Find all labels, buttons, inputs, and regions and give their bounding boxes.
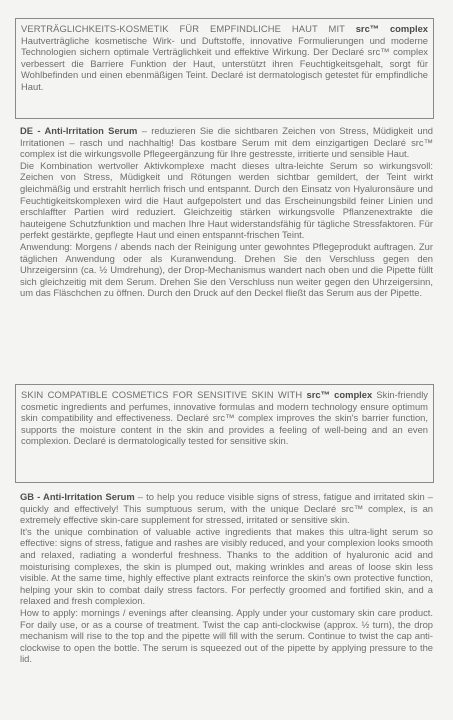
english-benefits-paragraph: It's the unique combination of valuable active ingredients that makes this ultra-light serum so effective: signs of stress, fatigue and rashes are visibly reduced, and your complexion looks smooth and relaxed, radiating a wonderful freshness. Thanks to the addition of hyaluronic acid and moisturising complexes, the skin is plumped out, making wrinkles and areas of loose skin less visible. At the same time, highly effective plant extracts reinforce the skin's own protective function, helping your skin to combat daily stress factors. For perfectly groomed and fortified skin, and a relaxed and fresh complexion. — [20, 525, 433, 607]
german-intro-paragraph — [20, 125, 433, 160]
german-compatibility-box — [15, 18, 434, 119]
english-box-heading: SKIN COMPATIBLE COSMETICS FOR SENSITIVE SKIN WITH — [21, 389, 307, 400]
german-intro-text: – reduzieren Sie die sichtbaren Zeichen von Stress, Müdigkeit und Irritationen – rasch und nachhaltig! Das kostbare Serum mit dem einzigartigen Declaré src™ complex ist die wirkungsvolle Pflegeergänzung für Ihre gestresste, irritierte und sensible Haut. — [20, 125, 434, 160]
german-box-text: Hautverträgliche kosmetische Wirk- und Duftstoffe, innovative Formulierungen und moderne Technologien sichern optimale Verträglichkeit und effektive Wirkung. Der Declaré src™ complex verbessert die Barriere Funktion der Haut, unterstützt ihren Feuchtigkeitsgehalt, sorgt für Wohlbefinden und einen ebenmäßigen Teint. Declaré ist dermatologisch getestet für empfindliche Haut. — [21, 34, 428, 92]
german-box-brand: src™ complex — [355, 23, 428, 34]
english-box-brand: src™ complex — [306, 389, 373, 400]
german-benefits-paragraph: Die Kombination wertvoller Aktivkomplexe macht dieses ultra-leichte Serum so wirkungsvoll: Zeichen von Stress, Müdigkeit und Rötungen werden sichtbar gemildert, der Teint wirkt gleichmäßig und erstrahlt herrlich frisch und entspannt. Durch den Einsatz von Hyaluronsäure und Feuchtigkeitskomplexen wird die Haut aufgepolstert und das Erscheinungsbild feiner Linien und erschlaffter Partien wird reduziert. Gleichzeitig stärken wirkungsvolle Pflanzenextrakte die hauteigene Schutzfunktion und machen Ihre Haut widerstandsfähig für tägliche Stressfaktoren. Für perfekt gestärkte, gepflegte Haut und einen entspannt-frischen Teint. — [20, 159, 433, 241]
english-compatibility-box — [15, 384, 434, 483]
english-serum-section — [20, 491, 433, 665]
english-box-paragraph — [21, 389, 428, 447]
german-serum-section — [20, 125, 433, 299]
english-usage-paragraph: How to apply: mornings / evenings after cleansing. Apply under your customary skin care product. For daily use, or as a course of treatment. Twist the cap anti-clockwise (approx. ½ turn), the drop mechanism will rise to the top and the pipette will fill with the serum. Continue to twist the cap anti-clockwise to open the bottle. The serum is squeezed out of the pipette by applying pressure to the lid. — [20, 606, 433, 665]
english-box-text: Skin-friendly cosmetic ingredients and perfumes, innovative formulas and modern technology ensure optimum skin compatibility and effectiveness. Declaré src™ complex improves the skin's barrier function, supports the moisture content in the skin and provides a feeling of well-being and an even complexion. Declaré is dermatologically tested for sensitive skin. — [21, 389, 428, 447]
german-box-paragraph — [21, 23, 428, 93]
german-serum-title: DE - Anti-Irritation Serum — [20, 125, 138, 136]
english-serum-title: GB - Anti-Irritation Serum — [20, 491, 135, 502]
english-intro-paragraph — [20, 491, 433, 526]
german-box-heading: VERTRÄGLICHKEITS-KOSMETIK FÜR EMPFINDLICHE HAUT MIT — [21, 23, 356, 34]
english-intro-text: – to help you reduce visible signs of stress, fatigue and irritated skin – quickly and effectively! This sumptuous serum, with the unique Declaré src™ complex, is an extremely effective skin-care supplement for stressed, irritated or sensitive skin. — [20, 491, 433, 526]
german-usage-paragraph: Anwendung: Morgens / abends nach der Reinigung unter gewohntes Pflegeprodukt auftragen. Zur täglichen Anwendung oder als Kuranwendung. Drehen Sie den Verschluss gegen den Uhrzeigersinn (ca. ½ Umdrehung), der Drop-Mechanismus wandert nach oben und die Pipette füllt sich gleichzeitig mit dem Serum. Drehen Sie den Verschluss nun weiter gegen den Uhrzeigersinn, um das Fläschchen zu öffnen. Durch den Druck auf den Deckel fließt das Serum aus der Pipette. — [20, 240, 433, 299]
